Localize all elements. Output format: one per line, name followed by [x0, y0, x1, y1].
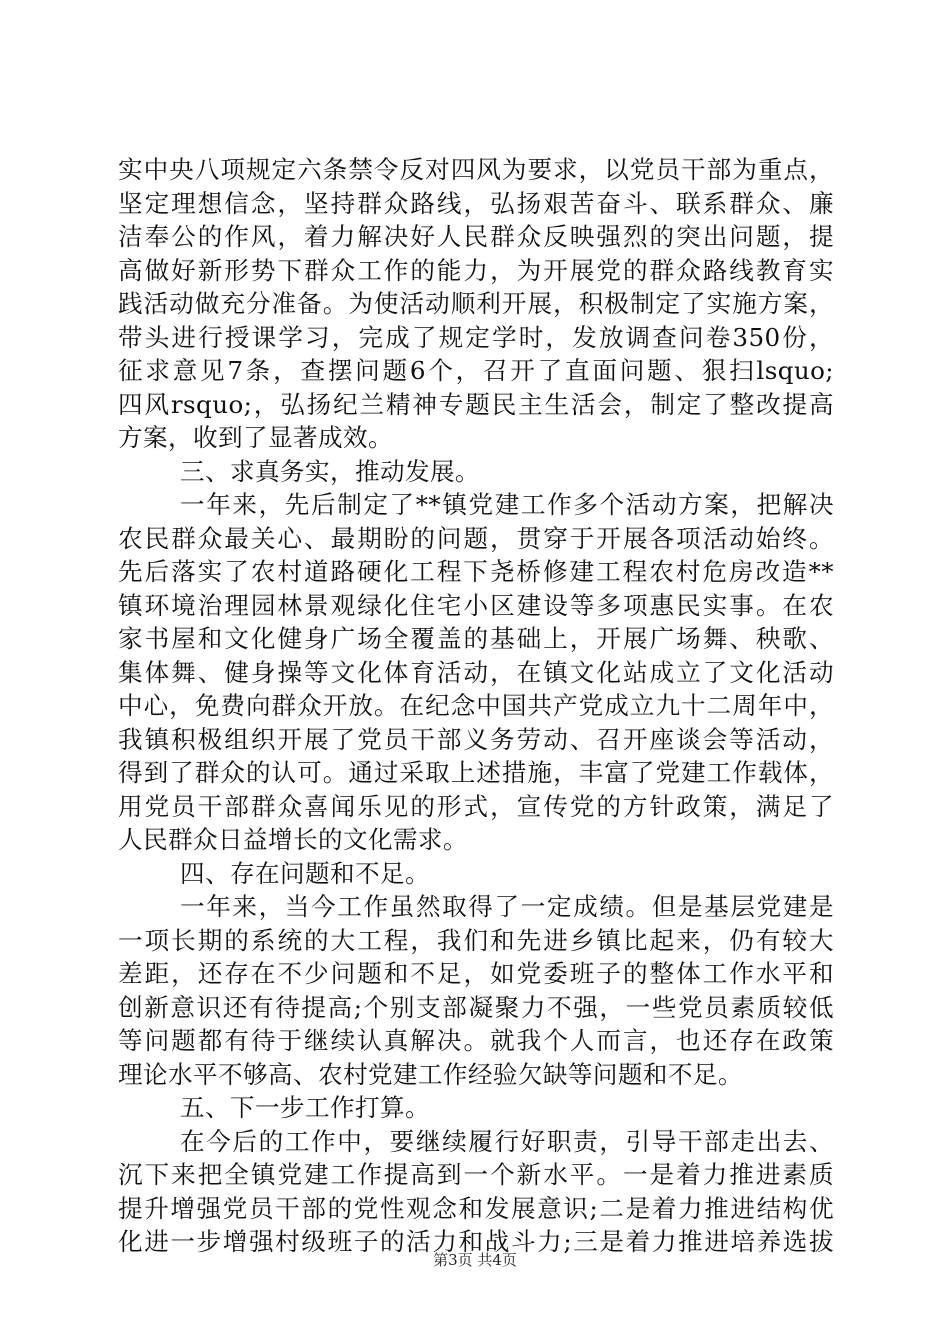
heading-text: 四、存在问题和不足。: [180, 858, 430, 888]
section-heading-3: [118, 455, 834, 489]
text-line: 差距，还存在不少问题和不足，如党委班子的整体工作水平和: [118, 959, 834, 988]
text-line: 践活动做充分准备。为使活动顺利开展，积极制定了实施方案，: [118, 289, 834, 318]
text-line: 一年来，先后制定了**镇党建工作多个活动方案，把解决: [180, 490, 834, 519]
paragraph-continuation: [118, 153, 834, 455]
text-line: 理论水平不够高、农村党建工作经验欠缺等问题和不足。: [118, 1059, 743, 1089]
text-line: 等问题都有待于继续认真解决。就我个人而言，也还存在政策: [118, 1026, 834, 1055]
paragraph-section-3: [118, 488, 834, 857]
text-line: 用党员干部群众喜闻乐见的形式，宣传党的方针政策，满足了: [118, 791, 834, 821]
text-line: 镇环境治理园林景观绿化住宅小区建设等多项惠民实事。在农: [118, 590, 834, 620]
paragraph-section-4: [118, 890, 834, 1091]
text-line: 家书屋和文化健身广场全覆盖的基础上，开展广场舞、秧歌、: [118, 624, 834, 653]
text-line: 得到了群众的认可。通过采取上述措施，丰富了党建工作载体，: [118, 758, 834, 787]
text-line: 四风rsquo;，弘扬纪兰精神专题民主生活会，制定了整改提高: [118, 389, 834, 419]
text-line: 实中央八项规定六条禁令反对四风为要求，以党员干部为重点，: [118, 155, 834, 184]
text-line: 创新意识还有待提高;个别支部凝聚力不强，一些党员素质较低: [118, 992, 834, 1022]
text-line: 集体舞、健身操等文化体育活动，在镇文化站成立了文化活动: [118, 657, 834, 687]
text-line: 方案，收到了显著成效。: [118, 423, 393, 452]
text-line: 带头进行授课学习，完成了规定学时，发放调查问卷350份，: [118, 322, 834, 352]
text-line: 一年来，当今工作虽然取得了一定成绩。但是基层党建是: [180, 892, 834, 921]
paragraph-section-5: [118, 1125, 834, 1259]
heading-text: 五、下一步工作打算。: [180, 1093, 430, 1122]
text-line: 中心，免费向群众开放。在纪念中国共产党成立九十二周年中，: [118, 691, 834, 720]
text-line: 人民群众日益增长的文化需求。: [118, 825, 468, 854]
text-line: 提升增强党员干部的党性观念和发展意识;二是着力推进结构优: [118, 1193, 834, 1223]
text-line: 征求意见7条，查摆问题6个，召开了直面问题、狠扫lsquo;: [118, 356, 834, 385]
section-heading-4: [118, 857, 834, 891]
text-line: 沉下来把全镇党建工作提高到一个新水平。一是着力推进素质: [118, 1160, 834, 1189]
text-line: 我镇积极组织开展了党员干部义务劳动、召开座谈会等活动，: [118, 724, 834, 754]
text-line: 先后落实了农村道路硬化工程下尧桥修建工程农村危房改造**: [118, 557, 834, 586]
text-line: 农民群众最关心、最期盼的问题，贯穿于开展各项活动始终。: [118, 523, 834, 553]
text-line: 坚定理想信念，坚持群众路线，弘扬艰苦奋斗、联系群众、廉: [118, 188, 834, 218]
text-line: 高做好新形势下群众工作的能力，为开展党的群众路线教育实: [118, 255, 834, 285]
heading-text: 三、求真务实，推动发展。: [180, 456, 480, 486]
text-line: 一项长期的系统的大工程，我们和先进乡镇比起来，仍有较大: [118, 925, 834, 955]
text-line: 洁奉公的作风，着力解决好人民群众反映强烈的突出问题，提: [118, 222, 834, 251]
text-line: 化进一步增强村级班子的活力和战斗力;三是着力推进培养选拔: [118, 1227, 834, 1256]
document-body: [118, 153, 834, 1259]
page-number-footer: 第3页 共4页: [433, 1251, 517, 1269]
section-heading-5: [118, 1091, 834, 1125]
text-line: 在今后的工作中，要继续履行好职责，引导干部走出去、: [180, 1126, 834, 1156]
